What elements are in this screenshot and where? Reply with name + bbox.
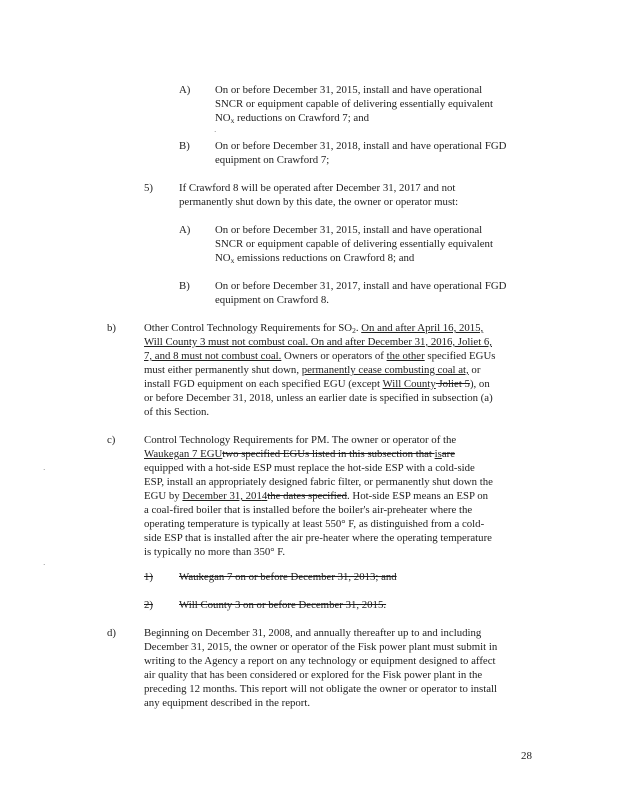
item-b2-text: On or before December 31, 2017, install and have operational FGD equipment on Crawford 8. xyxy=(215,280,507,306)
item-b1-label: B) xyxy=(179,140,190,152)
scan-speck: · xyxy=(43,466,46,474)
item-5-label: 5) xyxy=(144,182,153,194)
section-c-sub2-label: 2) xyxy=(144,599,153,611)
page-number: 28 xyxy=(521,750,532,762)
item-a1-text: On or before December 31, 2015, install and have operational SNCR or equipment capable of delivering essentially equivalent $NO_x$ reductions on Crawford 7; and xyxy=(215,84,493,125)
section-c-sub1-text: Waukegan 7 on or before December 31, 2013; and xyxy=(179,571,397,583)
item-b1-text: On or before December 31, 2018, install and have operational FGD equipment on Crawford 7; xyxy=(215,140,507,166)
section-c-sub1-label: 1) xyxy=(144,571,153,583)
item-a1-label: A) xyxy=(179,84,191,96)
section-d-label: d) xyxy=(107,627,116,639)
item-a2-label: A) xyxy=(179,224,191,236)
scan-speck: · xyxy=(43,561,46,569)
section-b-text: Other Control Technology Requirements for $SO_2$. On and after April 16, 2015, Will County 3 must not combust coal. On and after December 31, 2016, Joliet 6, 7, and 8 must not combust coal. Owners or operators of the other specified EGUs must either permanently shut down, permanently cease combusting coal at, or install FGD equipment on each specified EGU (except Will County Joliet 5), on or before December 31, 2018, unless an earlier date is specified in subsection (a) of this Section. xyxy=(144,322,496,418)
section-c-sub2-text: Will County 3 on or before December 31, 2015. xyxy=(179,599,387,611)
section-c-text: Control Technology Requirements for PM. The owner or operator of the Waukegan 7 EGUtwo specified EGUs listed in this subsection that isare equipped with a hot-side ESP must replace the hot-side ESP with a cold-side ESP, install an appropriately designed fabric filter, or permanently shut down the EGU by December 31, 2014the dates specified. Hot-side ESP means an ESP on a coal-fired boiler that is installed before the boiler's air-preheater where the operating temperature is typically at least 550° F, as distinguished from a cold- side ESP that is installed after the air pre-heater where the operating temperature is typically no more than 350° F. xyxy=(144,434,493,558)
scan-speck: · xyxy=(214,128,217,136)
item-5-text: If Crawford 8 will be operated after December 31, 2017 and not permanently shut down by this date, the owner or operator must: xyxy=(179,182,459,208)
section-c-label: c) xyxy=(107,434,116,446)
section-b-label: b) xyxy=(107,322,116,334)
section-d-text: Beginning on December 31, 2008, and annually thereafter up to and including December 31, 2015, the owner or operator of the Fisk power plant must submit in writing to the Agency a report on any technology or equipment designed to affect air quality that has been considered or explored for the Fisk power plant in the preceding 12 months. This report will not obligate the owner or operator to install any equipment described in the report. xyxy=(144,627,498,709)
item-a2-text: On or before December 31, 2015, install and have operational SNCR or equipment capable of delivering essentially equivalent $NO_x$ emissions reductions on Crawford 8; and xyxy=(215,224,493,265)
item-b2-label: B) xyxy=(179,280,190,292)
